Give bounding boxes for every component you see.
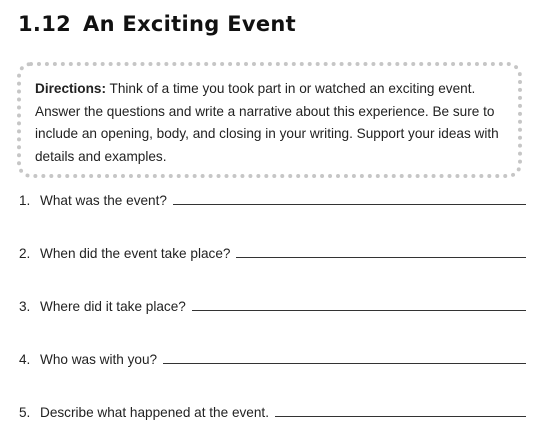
- question-text: When did the event take place?: [40, 246, 231, 261]
- question-text: Describe what happened at the event.: [40, 405, 269, 420]
- question-4: [19, 352, 526, 367]
- answer-line-4[interactable]: [163, 362, 526, 364]
- directions-box: [17, 62, 522, 178]
- activity-title: An Exciting Event: [83, 12, 296, 36]
- question-5: [19, 405, 526, 420]
- question-3: [19, 299, 526, 314]
- question-number: 2.: [19, 246, 31, 261]
- page-title: [18, 12, 296, 36]
- question-text: Where did it take place?: [40, 299, 186, 314]
- question-number: 3.: [19, 299, 31, 314]
- question-2: [19, 246, 526, 261]
- answer-line-3[interactable]: [192, 309, 526, 311]
- answer-line-1[interactable]: [173, 203, 526, 205]
- directions-text: Think of a time you took part in or watched an exciting event. Answer the questions and write a narrative about this experience. Be sure to include an opening, body, and closing in your writing. Support your ideas with details and examples.: [35, 81, 499, 164]
- activity-number: 1.12: [18, 12, 72, 36]
- question-text: Who was with you?: [40, 352, 158, 367]
- question-text: What was the event?: [40, 193, 167, 208]
- answer-line-2[interactable]: [236, 256, 526, 258]
- question-number: 1.: [19, 193, 31, 208]
- question-number: 5.: [19, 405, 31, 420]
- directions-label: Directions:: [35, 81, 107, 96]
- answer-line-5[interactable]: [275, 415, 526, 417]
- question-number: 4.: [19, 352, 31, 367]
- question-1: [19, 193, 526, 208]
